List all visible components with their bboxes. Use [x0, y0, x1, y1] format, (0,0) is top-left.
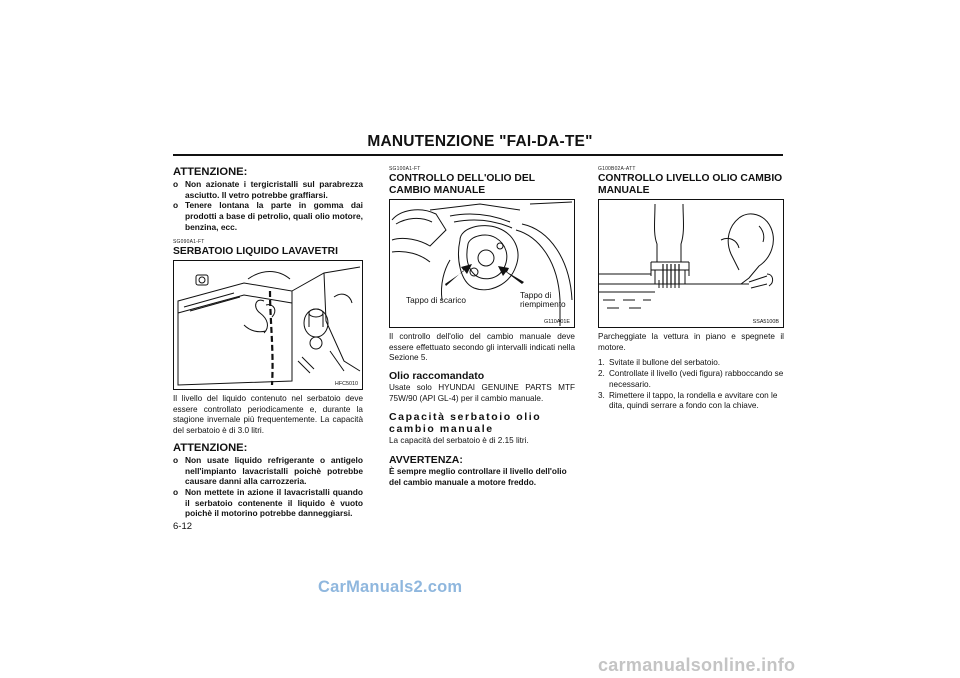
warning-item	[173, 179, 363, 200]
oil-level-check-illustration	[599, 200, 783, 327]
step-number: 2.	[598, 369, 605, 379]
section-code: SG090A1-FT	[173, 238, 205, 245]
section-code: G100B02A-ATT	[598, 166, 636, 172]
subheading-recommended-oil: Olio raccomandato	[389, 370, 485, 383]
page-header-title: MANUTENZIONE "FAI-DA-TE"	[367, 133, 593, 150]
washer-reservoir-illustration	[174, 261, 362, 389]
watermark-carmanualsonline: carmanualsonline.info	[598, 655, 796, 675]
watermark-carmanuals2: CarManuals2.com	[318, 578, 463, 596]
page-number: 6-12	[173, 521, 193, 532]
section-code: SG100A1-FT	[389, 166, 421, 172]
warning-item-text: Non mettete in azione il lavacristalli quando il serbatoio contenente il liquido è vuoto poichè il motorino potrebbe danneggiarsi.	[185, 486, 363, 519]
warning-item-text: Non usate liquido refrigerante o antigelo nell'impianto lavacristalli poichè potrebbe causare danni alla carrozzeria.	[185, 454, 363, 487]
warning-item	[173, 200, 363, 232]
step-number: 3.	[598, 390, 605, 400]
step-text: Rimettere il tappo, la rondella e avvitare con le dita, quindi serrare a fondo con la chiave.	[609, 390, 778, 411]
figure-code: G110A01E	[544, 319, 570, 325]
warning-title: ATTENZIONE:	[173, 441, 248, 454]
figure-label-fill: Tappo di riempimento	[520, 290, 566, 309]
header-rule	[173, 154, 783, 156]
figure-washer-reservoir	[173, 260, 363, 390]
body-paragraph: La capacità del serbatoio è di 2.15 litri.	[389, 435, 529, 445]
warning-text: È sempre meglio controllare il livello dell'olio del cambio manuale a motore freddo.	[389, 466, 567, 487]
warning-item-text: Tenere lontana la parte in gomma dai prodotti a base di petrolio, quali olio motore, benzina, ecc.	[185, 200, 363, 232]
warning-title: AVVERTENZA:	[389, 454, 463, 467]
step-item	[598, 358, 784, 369]
warning-list	[173, 455, 363, 519]
bullet-marker: o	[173, 486, 179, 497]
bullet-marker: o	[173, 454, 179, 465]
section-title: CONTROLLO DELL'OLIO DEL CAMBIO MANUALE	[389, 173, 535, 196]
bullet-marker: o	[173, 200, 179, 211]
bullet-marker: o	[173, 179, 179, 189]
step-number: 1.	[598, 358, 605, 368]
warning-list	[173, 179, 363, 233]
section-title: CONTROLLO LIVELLO OLIO CAMBIO MANUALE	[598, 173, 783, 196]
step-item	[598, 391, 784, 412]
body-paragraph: Il livello del liquido contenuto nel serbatoio deve essere controllato periodicamente e, durante la stagione invernale più frequentemente. La capacità del serbatoio è di 3.0 litri.	[173, 394, 363, 436]
step-text: Svitate il bullone del serbatoio.	[609, 358, 721, 368]
steps-list	[598, 358, 784, 412]
column-right	[598, 166, 784, 412]
figure-code: HFC5010	[334, 381, 358, 388]
warning-item	[173, 455, 363, 487]
warning-item	[173, 487, 363, 519]
section-title: SERBATOIO LIQUIDO LAVAVETRI	[173, 245, 338, 257]
warning-item-text: Non azionate i tergicristalli sul parabrezza asciutto. Il vetro potrebbe graffiarsi.	[185, 179, 363, 200]
column-left	[173, 166, 363, 525]
body-paragraph: Usate solo HYUNDAI GENUINE PARTS MTF 75W/90 (API GL-4) per il cambio manuale.	[389, 383, 575, 403]
figure-code: SSA5100B	[752, 319, 779, 325]
warning-title: ATTENZIONE:	[173, 166, 248, 178]
body-paragraph: Il controllo dell'olio del cambio manuale deve essere effettuato secondo gli intervalli indicati nella Sezione 5.	[389, 332, 575, 363]
figure-label-drain: Tappo di scarico	[406, 295, 466, 305]
step-text: Controllate il livello (vedi figura) rabboccando se necessario.	[609, 369, 784, 389]
figure-transmission-plugs	[389, 199, 575, 328]
step-item	[598, 369, 784, 390]
intro-paragraph: Parcheggiate la vettura in piano e spegnete il motore.	[598, 332, 784, 352]
column-middle	[389, 166, 575, 488]
figure-oil-level-check	[598, 199, 784, 328]
subheading-capacity: Capacità serbatoio olio cambio manuale	[389, 410, 542, 435]
